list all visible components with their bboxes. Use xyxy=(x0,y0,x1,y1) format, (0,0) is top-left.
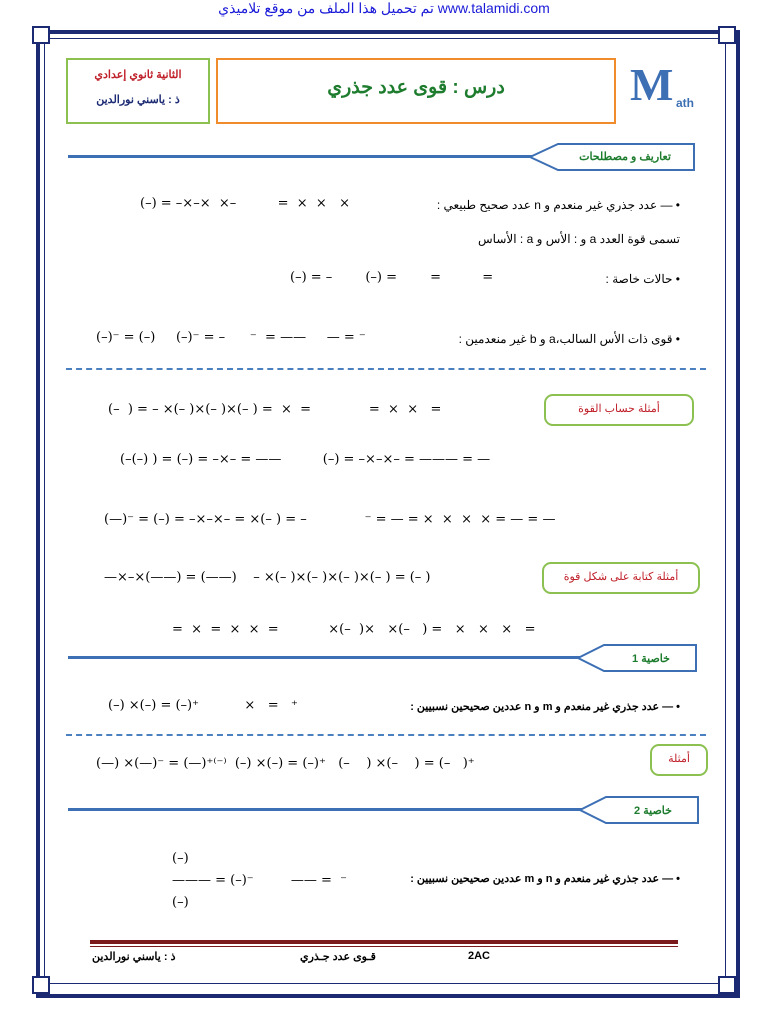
math-logo-suffix: ath xyxy=(676,96,694,110)
lesson-title: درس : قوى عدد جذري xyxy=(327,77,505,98)
special-cases-label: • حالات خاصة : xyxy=(605,272,680,286)
section-property1: خاصية 1 xyxy=(632,653,670,665)
math-logo: M xyxy=(630,59,674,110)
frame-corner xyxy=(718,976,736,994)
section-definitions: تعاريف و مصطلحات xyxy=(579,151,671,163)
title-box xyxy=(216,58,616,124)
footer-line xyxy=(90,946,678,947)
frame-corner xyxy=(32,26,50,44)
source-link[interactable]: تم تحميل هذا الملف من موقع تلاميذي www.talamidi.com xyxy=(218,0,550,16)
negative-powers-label: • قوى ذات الأس السالب،a و b غير منعدمين : xyxy=(458,332,680,346)
level-label: الثانية ثانوي إعدادي xyxy=(94,69,182,81)
definition-text: • — عدد جذري غير منعدم و n عدد صحيح طبيعي : xyxy=(436,198,680,212)
formula: (—) ×(—)⁻ = (—)⁺⁽⁻⁾ (–) ×(–) = (–)⁺ (– ) ×(– ) = (– )⁺ xyxy=(96,756,475,771)
teacher-label: ذ : ياسني نورالدين xyxy=(96,94,180,106)
definition-text: تسمى قوة العدد a و : الأس و a : الأساس xyxy=(478,232,680,246)
frame-corner xyxy=(32,976,50,994)
formula: = × = × × = ×(– )× ×(– ) = × × × = xyxy=(172,622,536,637)
formula: (—)⁻ = (–) = –×–×– = ×(– ) = – ⁻ = — = × × × × = — = — xyxy=(104,512,556,527)
divider xyxy=(68,656,588,659)
section-property2: خاصية 2 xyxy=(634,805,672,817)
examples-write-box: أمثلة كتابة على شكل قوة xyxy=(542,562,700,594)
footer-line xyxy=(90,940,678,944)
property1-text: • — عدد جذري غير منعدم و m و n عددين صحيحين نسبيين : xyxy=(410,701,680,713)
dashed-divider xyxy=(66,734,706,736)
formula: (– ) = – ×(– )×(– )×(– ) = × = = × × = xyxy=(108,402,442,417)
dashed-divider xyxy=(66,368,706,370)
property2-text: • — عدد جذري غير منعدم و n و m عددين صحيحين نسبيين : xyxy=(410,873,680,885)
formula: (–) ×(–) = (–)⁺ × = ⁺ xyxy=(108,698,298,713)
formula: —×–×(——) = (——) – ×(– )×(– )×(– )×(– ) = (– ) xyxy=(104,570,431,585)
footer-teacher: ذ : ياسني نورالدين xyxy=(92,951,176,963)
footer-level: 2AC xyxy=(468,950,491,962)
divider xyxy=(68,808,588,811)
page-frame-inner xyxy=(44,38,726,984)
formula: (–) ——— = (–)⁻ —— = ⁻ (–) xyxy=(172,851,348,910)
frame-corner xyxy=(718,26,736,44)
examples-calc-box: أمثلة حساب القوة xyxy=(544,394,694,426)
formula: (–) = –×–× ×– = × × × xyxy=(140,196,351,211)
formula: (–(–) ) = (–) = –×– = —— (–) = –×–×– = ——— = — xyxy=(120,452,491,467)
formula: (–) = – (–) = = = xyxy=(290,270,494,285)
divider xyxy=(68,155,538,158)
formula: (–)⁻ = (–) (–)⁻ = – ⁻ = —— — = ⁻ xyxy=(96,330,366,345)
example-box: أمثلة xyxy=(650,744,708,776)
level-box xyxy=(66,58,210,124)
footer-title: قـوى عدد جـذري xyxy=(300,951,376,963)
